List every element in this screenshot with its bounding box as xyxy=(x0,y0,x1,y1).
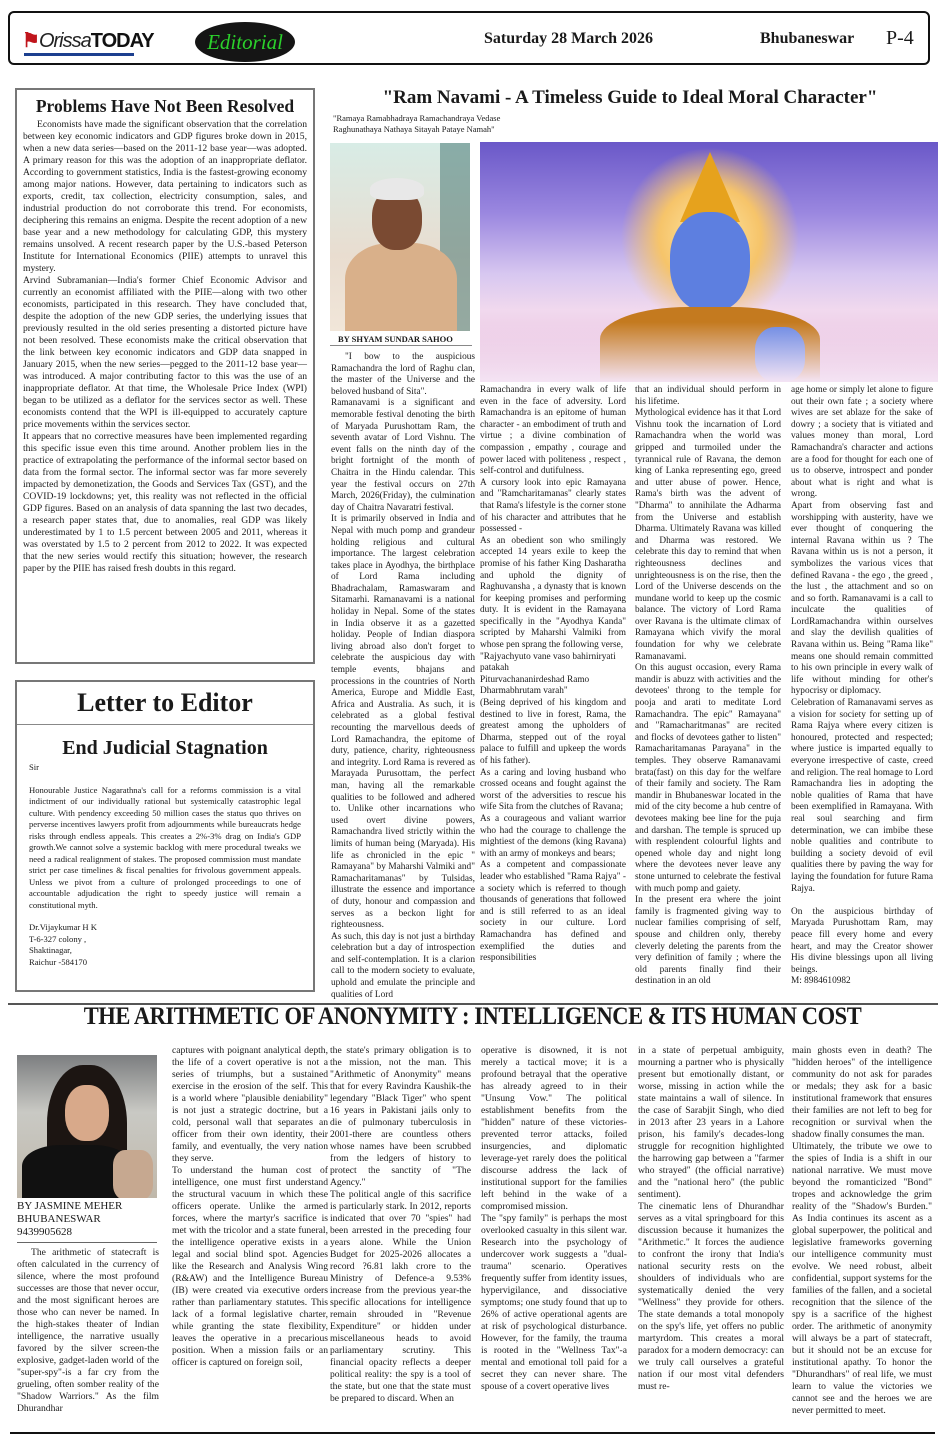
ram-paragraph: "I bow to the auspicious Ramachandra the lord of Raghu clan, the master of the Universe and the beloved husband of Sita". xyxy=(331,352,475,397)
anonymity-paragraph: main ghosts even in death? The "hidden heroes" of the intelligence community do not ask for parades or medals; they ask for a basic institutional framework that ensures their families are not left to beg for recognition or survival when the shadow finally consumes the man. xyxy=(792,1045,932,1140)
ram-paragraph: (Being deprived of his kingdom and destined to live in forest, Rama, the greatest among the upholders of Dharma, stepped out of the royal palace to fulfill and upkeep the words of his father). xyxy=(480,698,626,766)
editorial-paragraph: Arvind Subramanian—India's former Chief Economic Advisor and currently an economist affiliated with the PIIE—along with two other economists, participated in this research. They have concluded that, despite the adoption of the new GDP series, the underlying issues that previously resulted in the old series presenting a distorted picture have not been resolved. These economists make the critical observation that the link between key economic indicators and GDP data snapped in January 2015, when the new series—pegged to the 2011-12 base year—was introduced. A major contributing factor to this was the use of an inappropriate deflator. At that time, the Wholesale Price Index (WPI) began to be utilized as a deflator for the services sector as well. These economists contend that the WPI is ill-equipped to accurately capture price movements within the services sector. xyxy=(23,275,307,430)
editorial-paragraph: Economists have made the significant observation that the correlation between key economic indicators and GDP figures broke down in 2015, when a new data series—based on the 2011-12 base year—was adopted. A primary reason for this was the adoption of an inappropriate deflator. According to government statistics, India is the fastest-growing economy among major nations. However, data pertaining to indicators such as exports, credit, tax collection, electricity consumption, sales, and industrial production do not corroborate this trend. For economists, deciphering this remains an enigma. Despite the recent adoption of a new base year and a new methodology for calculating GDP, this mystery remains unsolved. A recent research paper by the U.S.-based Peterson Institute for International Economics (PIIE) attempts to unravel this mystery. xyxy=(23,119,307,274)
byline-divider xyxy=(17,1242,157,1243)
ram-paragraph: In the present era where the joint family is fragmented giving way to nuclear families comprising of self, spouse and children only, thereby cleverly deleting the parents from the very definition of family ; where the old parents finally find their destination in an old xyxy=(635,895,781,987)
letter-box xyxy=(15,680,315,992)
logo-prefix: Orissa xyxy=(38,30,91,52)
anonymity-column-2 xyxy=(172,1045,328,1369)
anonymity-paragraph: To understand the human cost of intelligence, one must first understand the structural vacuum in which these officers operate. Unlike the armed forces, where the martyr's sacrifice is met with the tricolor and a state funeral, the intelligence operative exists in a legal and social blind spot. Agencies like the Research and Analysis Wing (R&AW) and the Intelligence Bureau (IB) were created via executive orders rather than parliamentary statutes. This lack of a formal legislative charter, while granting the state flexibility, leaves the operative in a precarious position. When a mission fails or an officer is captured on foreign soil, xyxy=(172,1165,328,1368)
byline-name: BY JASMINE MEHER xyxy=(17,1200,123,1212)
ram-column-4 xyxy=(791,385,933,988)
author-photo-jasmine xyxy=(17,1055,157,1198)
ram-paragraph: As a caring and loving husband who crossed oceans and fought against the worst of the adversities to rescue his wife Sita from the clutches of Ravana; xyxy=(480,767,626,813)
section-badge: Editorial xyxy=(195,22,295,62)
anonymity-paragraph: operative is disowned, it is not merely a tactical move; it is a profound betrayal that the operative has already agreed to in their "Unsung Vow." The political establishment benefits from the "hidden" nature of these victories-prevented terror attacks, foiled insurgencies, and diplomatic leverage-yet rarely does the political discourse address the lack of institutional support for the families left behind in the wake of a compromised mission. xyxy=(481,1045,627,1212)
ram-paragraph: As a courageous and valiant warrior who had the courage to challenge the mightiest of the demons (king Ravana) with an army of monkeys and bears; xyxy=(480,813,626,859)
ram-paragraph: On this august occasion, every Rama mandir is abuzz with activities and the devotees' throng to the temple for pooja and arati to meditate Lord Ramachandra. The epic" Ramayana" and "Ramacharitmanas" are recited and flocks of devotees gather to listen" Ramacharitamanas Parayana" in the temples. They observe Ramanavami brata(fast) on this day for the welfare of their family and society. The Ram mandir in Bhubaneswar located in the mid of the city become a hub centre of devotees making bee line for the puja and darshan. The temple is spruced up with resplendent colourful lights and opened whole day and night long where the devotees never leave any stone unturned to celebrate the festival with much pomp and gaiety. xyxy=(635,663,781,894)
anonymity-article-title: THE ARITHMETIC OF ANONYMITY : INTELLIGENCE & ITS HUMAN COST xyxy=(83,1003,862,1030)
anonymity-paragraph: The cinematic lens of Dhurandhar serves as a vital springboard for this discussion because it humanizes the "Arithmetic." It forces the audience to confront the irony that India's national security rests on the shoulders of individuals who are systematically denied the very "Wellness" they provide for others. The state demands a total monopoly on the spy's life, yet offers no public martyrdom. This creates a moral paradox for a modern democracy: can we truly call ourselves a grateful nation if our most vital defenders must re- xyxy=(638,1201,784,1392)
logo-underline xyxy=(24,53,134,56)
logo-suffix: TODAY xyxy=(90,30,154,52)
orissa-today-logo[interactable] xyxy=(22,28,154,53)
anonymity-paragraph: The "spy family" is perhaps the most overlooked casualty in this silent war. Research into the psychology of undercover work suggests a "dual-trauma" scenario. Operatives frequently suffer from identity issues, hypervigilance, and dissociative symptoms; one study found that up to 26% of active operational agents are at risk of psychological disturbance. However, for the family, the trauma is rooted in the "Wellness Tax"-a mental and emotional toll paid for a secret they can never share. The spouse of a covert operative lives xyxy=(481,1213,627,1392)
ram-paragraph: Mythological evidence has it that Lord Vishnu took the incarnation of Lord Ramachandra when the world was gripped and turmoiled under the tyrannical rule of Ravana, the demon king of Lanka representing ego, greed and utter abuse of power. Hence, Rama's birth was the advent of "Dharma" to annihilate the Adharma from the Universe and establish Dharma. Ultimately Ravana was killed and Dharma was restored. We celebrate this day to remind that when righteousness declines and unrighteousness is on the rise, then the Lord of the Universe descends on the mundane world to keep up the cosmic balance. The victory of Lord Rama over Ravana is the ultimate climax of Ramayana which vivify the moral foundation for why we celebrate Ramanavami. xyxy=(635,408,781,662)
letter-signature-line: T-6-327 colony , xyxy=(29,933,87,944)
byline-city: BHUBANESWAR xyxy=(17,1213,101,1225)
anonymity-paragraph: Ultimately, the tribute we owe to the spies of India is a shift in our national narrative. We must move beyond the romanticized "Bond" tropes and acknowledge the grim reality of the "Shadow's Burden." As India continues its ascent as a global superpower, the political and legislative frameworks governing our intelligence community must evolve. We need robust, albeit confidential, support systems for the families of the fallen, and a societal recognition that the silence of the spy is a sacrifice of the highest order. The arithmetic of anonymity will always be a part of statecraft, but it should not be an excuse for institutional apathy. To honor the "Dhurandhars" of real life, we must learn to value the victories we cannot see and the heroes we are never permitted to meet. xyxy=(792,1141,932,1416)
anonymity-byline xyxy=(17,1200,122,1239)
ram-paragraph: As such, this day is not just a birthday celebration but a day of introspection and self-contemplation. It is a clarion call to the modern society to evaluate, uphold and emulate the principle and qualities of Lord xyxy=(331,931,475,1000)
verse-line: Raghunathaya Nathaya Sitayah Pataye Namah" xyxy=(333,124,495,134)
edition-city: Bhubaneswar xyxy=(760,30,855,47)
issue-date: Saturday 28 March 2026 xyxy=(484,30,654,47)
anonymity-column-5 xyxy=(638,1045,784,1393)
ram-paragraph: It is primarily observed in India and Nepal with much pomp and grandeur holding religious and cultural importance. The largest celebration takes place in Ayodhya, the birthplace of Lord Rama including Bhadrachalam, Ramaswaram and Sitamarhi. Ramanavami is a national holiday in Nepal. Some of the states in India observe it as a gazetted holiday. People of Indian diaspora living abroad also don't forget to celebrate the auspicious day with temple events, bhajans and processions in the countries of North America, Europe and Middle East, Africa and Australia. As such, it is celebrated as a global festival recounting the marvellous deeds of Lord Ramachandra, the epitome of duty, patience, charity, righteousness and integrity. Lord Rama is revered as Marayada Purusottam, the perfect man, having all the remarkable qualities to be followed and adhered to. Unlike other incarnations who used overt divine powers, Ramachandra lived strictly within the limits of human being (Maryada). His life as chronicled in the epic " Ramayana" by Maharshi Valmiki and" Ramacharitamanas" by Tulsidas, illustrate the essence and importance of duty, honour and compassion and serves as a beckon light for righteousness. xyxy=(331,514,475,931)
ram-byline: BY SHYAM SUNDAR SAHOO xyxy=(338,334,453,344)
editorial-paragraph: It appears that no corrective measures have been implemented regarding this specific issue even this time around. Another problem lies in the practice of extrapolating the performance of the informal sector based on data from the formal sector. The informal sector was far more severely impacted by demonetization, the Goods and Services Tax (GST), and the COVID-19 lockdowns; yet, this reality was not reflected in the official GDP figures. Based on an analysis of data spanning the last two decades, a research paper states that, due to anomalies, real GDP was likely underestimated by 1 to 1.5 percent between 2005 and 2011, whereas it was overstated by 1.5 to 2 percent from 2012 to 2022. It was expected that the new series would rectify this situation; however, the research paper by the PIIE has raised fresh doubts in this regard. xyxy=(23,431,307,574)
verse-line: "Ramaya Ramabhadraya Ramachandraya Vedase xyxy=(333,113,501,123)
editorial-body xyxy=(23,119,307,575)
ram-paragraph: Ramanavami is a significant and memorable festival denoting the birth of Maryada Purushottam Ram, the seventh avatar of Lord Vishnu. The event falls on the ninth day of the bright fortnight of the month of Chaitra in the Hindu calendar. This year the festival occurs on 27th March, 2026(Friday), the culmination day of Chaitra Navaratri festival. xyxy=(331,398,475,513)
anonymity-column-6 xyxy=(792,1045,932,1417)
letter-signature-line: Dr.Vijaykumar H K xyxy=(29,922,97,932)
anonymity-paragraph: the state's primary obligation is to the mission, not the man. This "Arithmetic of Anonymity" means that for every Ravindra Kaushik-the legendary "Black Tiger" who spent 16 years in Pakistani jails only to die of pulmonary tuberculosis in 2001-there are countless others whose names have been scrubbed from the ledgers of history to protect the sanctity of "The Agency." xyxy=(330,1045,471,1188)
ram-paragraph: On the auspicious birthday of Maryada Purushottam Ram, may peace fill every home and every heart, and may the Creator shower His divine blessings upon all living beings. xyxy=(791,906,933,975)
anonymity-column-3 xyxy=(330,1045,471,1405)
ram-column-2 xyxy=(480,385,626,965)
anonymity-paragraph: The political angle of this sacrifice is particularly stark. In 2012, reports indicated that over 70 "spies" had been arrested in the preceding four years alone. While the Union Budget for 2025-2026 allocates a record ?6.81 lakh crore to the Ministry of Defence-a 9.53% increase from the previous year-the specific allocations for intelligence remain shrouded in "Revenue Expenditure" or hidden under miscellaneous heads to avoid parliamentary scrutiny. This financial opacity reflects a deeper political reality: the spy is a tool of the state, but one that the state must be prepared to discard. When an xyxy=(330,1189,471,1404)
letter-title: End Judicial Stagnation xyxy=(62,737,268,759)
ram-column-1 xyxy=(331,352,475,1001)
masthead xyxy=(8,11,930,65)
map-icon: ⚑ xyxy=(22,30,39,52)
letter-section-title: Letter to Editor xyxy=(17,682,313,725)
page-bottom-rule xyxy=(10,1432,935,1434)
editorial-title: Problems Have Not Been Resolved xyxy=(35,96,295,116)
editorial-box xyxy=(15,88,315,664)
ram-paragraph: age home or simply let alone to figure out their own fate ; a society where wives are set ablaze for the sake of dowry ; a society that is vitiated and values money than moral, Lord Ramachandra's character and actions are a food for thought for each one of us to observe, introspect and ponder about what is right and what is wrong. xyxy=(791,385,933,500)
anonymity-column-1 xyxy=(17,1247,159,1415)
ram-paragraph xyxy=(791,895,933,907)
ram-contact: M: 8984610982 xyxy=(791,976,851,987)
ram-paragraph: As a competent and compassionate leader who established "Rama Rajya" - a society which is referred to though thousands of generations that followed and is still referred to as an ideal society in our culture. Lord Ramachandra has defined and exemplified the duties and responsibilities xyxy=(480,860,626,964)
ram-verse xyxy=(333,113,500,135)
anonymity-paragraph: captures with poignant analytical depth, the life of a covert operative is not a series of triumphs, but a sustained exercise in the erosion of the self. This is a world where "plausible deniability" is not just a strategic doctrine, but a cold, personal wall that separates an officer from their own identity, their family, and eventually, the very nation they serve. xyxy=(172,1045,328,1164)
letter-signature-line: Shaktinagar, xyxy=(29,945,72,955)
ram-article-title: "Ram Navami - A Timeless Guide to Ideal Moral Character" xyxy=(382,87,878,108)
letter-signature-line: Raichur -584170 xyxy=(29,956,87,967)
page-number: P-4 xyxy=(886,27,914,49)
letter-body: Honourable Justice Nagarathna's call for a reforms commission is a vital indictment of our individually rational but systemically catastrophic legal culture. With pendency exceeding 50 million cases the status quo thrives on perverse incentives lawyers profit from adjournments while bureaucrats hedge risks through endless appeals. This creates a 2%-3% drag on India's GDP growth.We cannot solve a systemic backlog with mere procedural tweaks we need a radical realignment of stakes. The proposed commission must mandate strict per case timelines & fiscal penalties for frivolous government appeals. Unless we pivot from a culture of prolonged proceedings to one of accountable adjudication the right to speedy justice will remain a constitutional myth. xyxy=(29,784,301,910)
ram-paragraph: Ramachandra in every walk of life even in the face of adversity. Lord Ramachandra is an epitome of human character - an embodiment of truth and virtue ; a divine combination of compassion , empathy , courage and power laced with politeness , respect , self-control and dutifulness. xyxy=(480,385,626,477)
ram-paragraph: Dharmabhrutam varah" xyxy=(480,686,568,697)
anonymity-paragraph: The arithmetic of statecraft is often calculated in the currency of silence, where the most profound successes are those that never occur, and the most significant heroes are those who can never be named. In the high-stakes theater of Indian intelligence, the narrative usually favored by the silver screen-the explosive, gadget-laden world of the "super-spy"-is a far cry from the grueling, often somber reality of the "Shadow Warriors." As the film Dhurandhar xyxy=(17,1247,159,1414)
ram-paragraph: Celebration of Ramanavami serves as a vision for society for setting up of Rama Rajya where every citizen is honoured, protected and respected; where justice is imparted equally to everyone irrespective of caste, creed and religion. The real homage to Lord Ramachandra lies in adopting the noble qualities of Rama that have been exemplified in Ramayana. With real soul searching and firm determination, we can imbibe these noble qualities and contribute to building a society devoid of evil qualities there by paving the way for laying the foundation for future Rama Rajya. xyxy=(791,698,933,894)
ram-paragraph: A cursory look into epic Ramayana and "Ramcharitamanas" clearly states that Rama's lifestyle is the corner stone of his character and attributes that he possessed - xyxy=(480,477,626,535)
anonymity-column-4 xyxy=(481,1045,627,1393)
anonymity-paragraph: in a state of perpetual ambiguity, mourning a partner who is physically present but emotionally distant, or worse, missing in action while the state maintains a wall of silence. In the case of Sarabjit Singh, who died in 2013 after 23 years in a Lahore prison, his family's decades-long struggle for recognition highlighted the harrowing gap between a "farmer who strayed" (the official narrative) and the "national hero" (the public sentiment). xyxy=(638,1045,784,1200)
byline-phone: 9439905628 xyxy=(17,1226,72,1238)
ram-paragraph: Apart from observing fast and worshipping with austerity, have we ever thought of conquering the internal Ravana within us ? The Ravana within us is not a person, it symbolizes the various vices that defined Ravana - the ego , the greed , the lust , the attachment and so on and so forth. Ramanavami is a call to inculcate the qualities of LordRamachandra within ourselves and slay the devilish qualities of Ravana within us. Being "Rama like" means one should remain committed to his own principle in every walk of life without minding for other's hypocrisy or diplomacy. xyxy=(791,500,933,697)
ram-paragraph: "Rajyachyuto vane vaso bahirniryati patakah xyxy=(480,651,616,674)
divider xyxy=(330,345,472,346)
lord-rama-illustration xyxy=(480,142,938,382)
author-photo-shyam xyxy=(330,143,470,331)
ram-column-3 xyxy=(635,385,781,988)
ram-paragraph: As an obedient son who smilingly accepted 14 years exile to keep the promise of his father King Dasharatha and uphold the dignity of Raghuvansha , a dynasty that is known for keeping promises and performing duty. It is evident in the Ramayana specifically in the "Ayodhya Kanda" scripted by Maharshi Valmiki from whose pen sprang the following verse, xyxy=(480,535,626,651)
ram-paragraph: that an individual should perform in his lifetime. xyxy=(635,385,781,407)
letter-salutation: Sir xyxy=(29,762,40,772)
ram-paragraph: Piturvachananirdeshad Ramo xyxy=(480,674,590,685)
